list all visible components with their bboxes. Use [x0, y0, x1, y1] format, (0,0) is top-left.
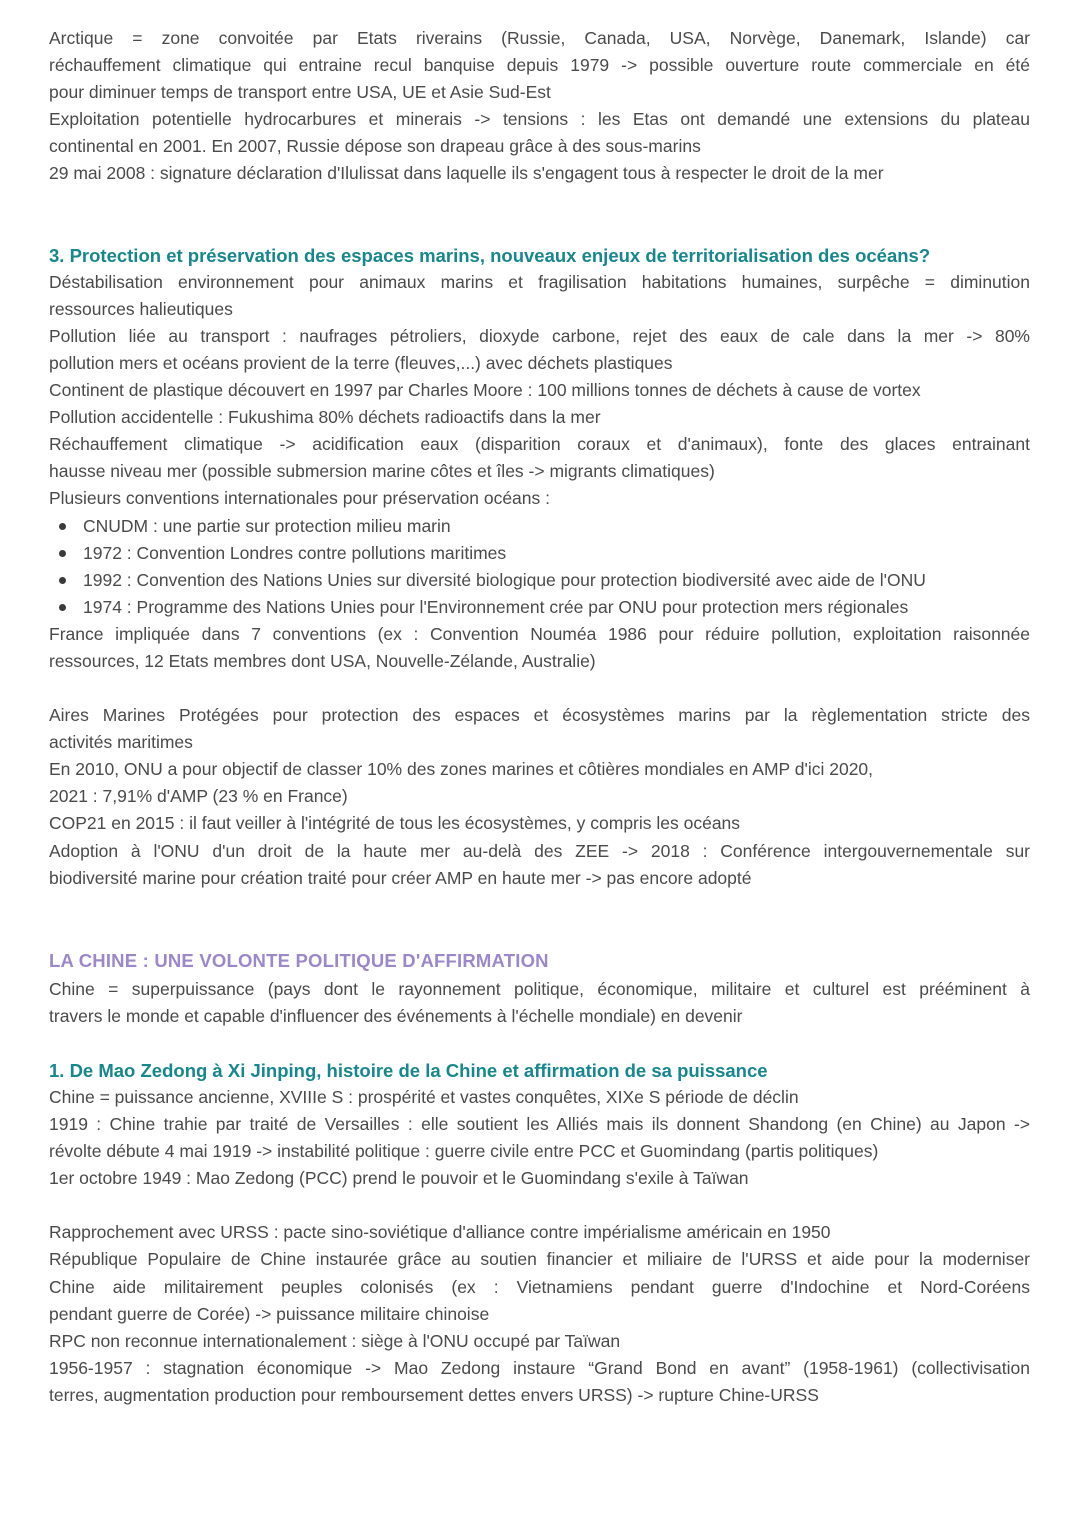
bullet-icon: [59, 604, 66, 611]
list-item-label: 1972 : Convention Londres contre pollutions maritimes: [83, 542, 507, 563]
section3-body: [49, 269, 1030, 892]
list-item-label: 1992 : Convention des Nations Unies sur diversité biologique pour protection biodiversité avec aide de l'ONU: [83, 569, 926, 590]
text-line: Réchauffement climatique -> acidification eaux (disparition coraux et d'animaux), fonte des glaces entrainant: [49, 434, 1030, 455]
text-line: Chine = puissance ancienne, XVIIIe S : prospérité et vastes conquêtes, XIXe S période de déclin: [49, 1087, 799, 1107]
text-line: En 2010, ONU a pour objectif de classer 10% des zones marines et côtières mondiales en AMP d'ici 2020,: [49, 759, 874, 780]
list-item: [49, 594, 1030, 621]
text-line: France impliquée dans 7 conventions (ex : Convention Nouméa 1986 pour réduire pollution, exploitation raisonnée: [49, 623, 1030, 644]
text-line: ressources halieutiques: [49, 298, 233, 319]
text-line: COP21 en 2015 : il faut veiller à l'intégrité de tous les écosystèmes, y compris les océans: [49, 813, 741, 834]
spacer: [49, 892, 1030, 946]
text-line: Déstabilisation environnement pour animaux marins et fragilisation habitations humaines, surpêche = diminution: [49, 271, 1030, 292]
text-line: Chine = superpuissance (pays dont le rayonnement politique, économique, militaire et culturel est prééminent à: [49, 978, 1030, 999]
section-heading: 1. De Mao Zedong à Xi Jinping, histoire de la Chine et affirmation de sa puissance: [49, 1059, 768, 1081]
text-line: 1956-1957 : stagnation économique -> Mao Zedong instaure “Grand Bond en avant” (1958-1961) (collectivisation: [49, 1357, 1030, 1378]
text-line: Plusieurs conventions internationales pour préservation océans :: [49, 488, 550, 509]
list-item-label: CNUDM : une partie sur protection milieu marin: [83, 515, 451, 536]
arctic-paragraph: [49, 25, 1030, 188]
text-line: Rapprochement avec URSS : pacte sino-soviétique d'alliance contre impérialisme américain en 1950: [49, 1222, 831, 1243]
spacer: [49, 675, 1030, 702]
text-line: pour diminuer temps de transport entre USA, UE et Asie Sud-Est: [49, 82, 551, 103]
text-line: Pollution accidentelle : Fukushima 80% déchets radioactifs dans la mer: [49, 407, 601, 428]
text-line: pollution mers et océans provient de la terre (fleuves,...) avec déchets plastiques: [49, 352, 673, 373]
text-line: 29 mai 2008 : signature déclaration d'Ilulissat dans laquelle ils s'engagent tous à respecter le droit de la mer: [49, 163, 884, 184]
text-line: République Populaire de Chine instaurée grâce au soutien financier et miliaire de l'URSS et aide pour la moderniser: [49, 1249, 1030, 1270]
text-line: Chine aide militairement peuples colonisés (ex : Vietnamiens pendant guerre d'Indochine et Nord-Coréens: [49, 1276, 1030, 1297]
text-line: ressources, 12 Etats membres dont USA, Nouvelle-Zélande, Australie): [49, 650, 596, 671]
text-line: RPC non reconnue internationalement : siège à l'ONU occupé par Taïwan: [49, 1330, 621, 1351]
text-line: biodiversité marine pour création traité pour créer AMP en haute mer -> pas encore adopté: [49, 867, 752, 888]
text-line: Aires Marines Protégées pour protection des espaces et écosystèmes marins par la règlementation stricte des: [49, 705, 1030, 726]
text-line: réchauffement climatique qui entraine recul banquise depuis 1979 -> possible ouverture route commerciale en été: [49, 55, 1030, 76]
text-line: Adoption à l'ONU d'un droit de la haute mer au-delà des ZEE -> 2018 : Conférence intergouvernementale sur: [49, 840, 1030, 861]
bullet-icon: [59, 550, 66, 557]
text-line: hausse niveau mer (possible submersion marine côtes et îles -> migrants climatiques): [49, 461, 715, 482]
text-line: Arctique = zone convoitée par Etats riverains (Russie, Canada, USA, Norvège, Danemark, Islande) car: [49, 28, 1030, 48]
spacer: [49, 1192, 1030, 1219]
spacer: [49, 188, 1030, 242]
text-line: Continent de plastique découvert en 1997 par Charles Moore : 100 millions tonnes de déchets à cause de vortex: [49, 380, 921, 401]
section-heading: 3. Protection et préservation des espaces marins, nouveaux enjeux de territorialisation des océans?: [49, 244, 931, 266]
text-line: Exploitation potentielle hydrocarbures et minerais -> tensions : les Etas ont demandé une extensions du plateau: [49, 109, 1030, 130]
spacer: [49, 1030, 1030, 1057]
list-item: [49, 567, 1030, 594]
text-line: continental en 2001. En 2007, Russie dépose son drapeau grâce à des sous-marins: [49, 136, 701, 157]
chapter-title: LA CHINE : UNE VOLONTE POLITIQUE D'AFFIRMATION: [49, 949, 549, 971]
list-item: [49, 513, 1030, 540]
text-line: terres, augmentation production pour remboursement dettes envers URSS) -> rupture Chine-URSS: [49, 1384, 819, 1405]
list-item: [49, 540, 1030, 567]
text-line: 1919 : Chine trahie par traité de Versailles : elle soutient les Alliés mais ils donnent Shandong (en Chine) au Japon ->: [49, 1114, 1030, 1135]
list-item-label: 1974 : Programme des Nations Unies pour l'Environnement crée par ONU pour protection mers régionales: [83, 596, 909, 617]
china-section1-body: [49, 1084, 1030, 1409]
text-line: 1er octobre 1949 : Mao Zedong (PCC) prend le pouvoir et le Guomindang s'exile à Taïwan: [49, 1168, 749, 1189]
text-line: 2021 : 7,91% d'AMP (23 % en France): [49, 786, 348, 807]
text-line: Pollution liée au transport : naufrages pétroliers, dioxyde carbone, rejet des eaux de cale dans la mer -> 80%: [49, 325, 1030, 346]
bullet-icon: [59, 577, 66, 584]
text-line: activités maritimes: [49, 732, 193, 753]
text-line: pendant guerre de Corée) -> puissance militaire chinoise: [49, 1303, 490, 1324]
text-line: révolte débute 4 mai 1919 -> instabilité politique : guerre civile entre PCC et Guomindang (partis politiques): [49, 1141, 879, 1162]
text-line: travers le monde et capable d'influencer des événements à l'échelle mondiale) en devenir: [49, 1005, 743, 1026]
bullet-icon: [59, 523, 66, 530]
document-page: [49, 25, 1030, 1409]
conventions-list: [49, 513, 1030, 621]
